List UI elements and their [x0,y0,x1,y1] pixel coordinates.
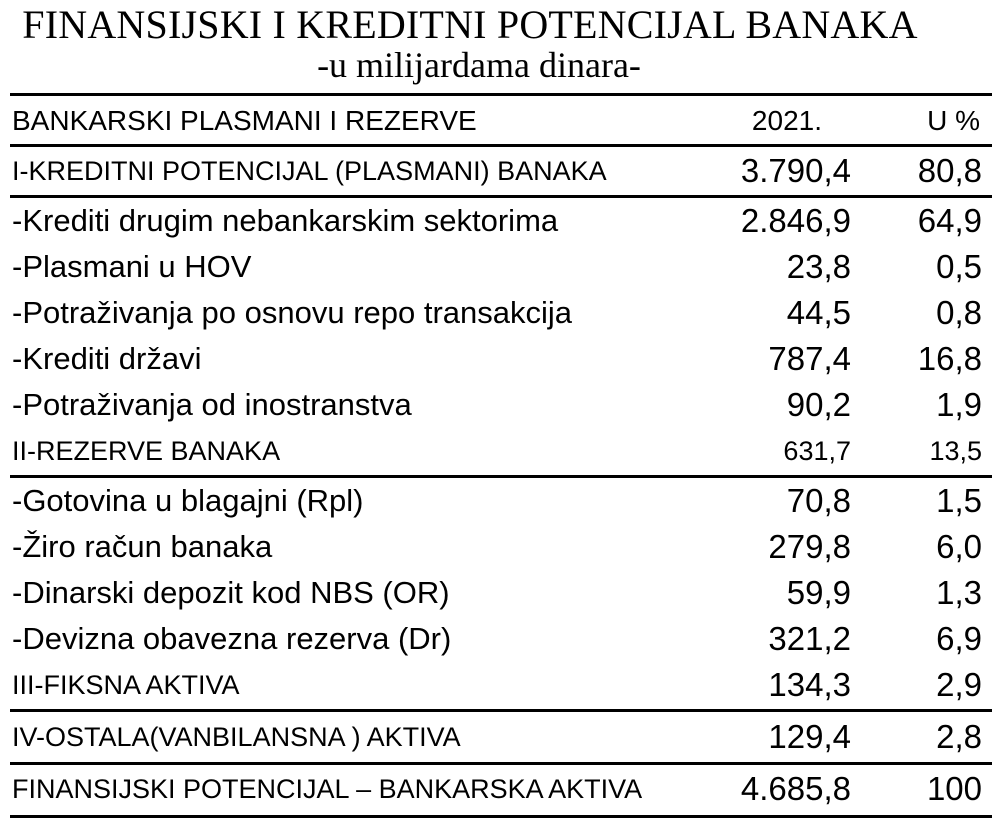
row-percent: 1,5 [936,482,982,519]
table-header [0,98,1004,144]
row-value: 2.846,9 [740,202,851,239]
divider [10,93,992,96]
table-row-total [0,766,1004,812]
row-percent: 6,9 [936,620,982,657]
row-value: 23,8 [786,248,851,285]
row-label: -Gotovina u blagajni (Rpl) [12,483,364,518]
row-label: -Plasmani u HOV [12,249,252,284]
row-value: 279,8 [768,528,851,565]
row-value: 4.685,8 [740,770,851,807]
row-label: I-KREDITNI POTENCIJAL (PLASMANI) BANAKA [12,156,607,186]
table-row [0,524,1004,570]
row-value: 631,7 [783,436,851,466]
divider [10,709,992,712]
row-label: -Potraživanja od inostranstva [12,387,412,422]
table-row [0,570,1004,616]
row-label: FINANSIJSKI POTENCIJAL – BANKARSKA AKTIVA [12,774,643,804]
header-label: BANKARSKI PLASMANI I REZERVE [12,105,477,136]
row-percent: 64,9 [917,202,982,239]
row-label: IV-OSTALA(VANBILANSNA ) AKTIVA [12,722,461,752]
table-row [0,428,1004,474]
header-percent: U % [927,105,980,136]
row-value: 129,4 [768,718,851,755]
row-value: 70,8 [786,482,851,519]
row-value: 134,3 [768,666,851,703]
row-percent: 16,8 [917,340,982,377]
row-percent: 1,3 [936,574,982,611]
row-value: 44,5 [786,294,851,331]
table-row [0,714,1004,760]
header-year: 2021. [751,105,822,136]
row-percent: 0,8 [936,294,982,331]
row-label: -Krediti drugim nebankarskim sektorima [12,203,559,238]
table-row [0,290,1004,336]
row-label: -Žiro račun banaka [12,529,273,564]
row-label: -Krediti državi [12,341,202,376]
row-percent: 80,8 [917,152,982,189]
row-value: 3.790,4 [740,152,851,189]
table-row [0,148,1004,194]
table-row [0,336,1004,382]
row-label: II-REZERVE BANAKA [12,436,281,466]
row-percent: 6,0 [936,528,982,565]
table-row [0,198,1004,244]
divider [10,815,992,818]
table-row [0,478,1004,524]
table-subtitle: -u milijardama dinara- [317,45,641,85]
row-label: -Potraživanja po osnovu repo transakcija [12,295,573,330]
row-value: 90,2 [786,386,851,423]
divider [10,762,992,765]
table-row [0,244,1004,290]
table-title: FINANSIJSKI I KREDITNI POTENCIJAL BANAKA [22,2,918,47]
row-percent: 2,9 [936,666,982,703]
row-percent: 13,5 [929,436,982,466]
row-label: -Devizna obavezna rezerva (Dr) [12,621,452,656]
row-percent: 1,9 [936,386,982,423]
row-percent: 100 [926,770,982,807]
table-row [0,662,1004,708]
row-percent: 2,8 [936,718,982,755]
divider [10,144,992,147]
table-row [0,382,1004,428]
row-label: -Dinarski depozit kod NBS (OR) [12,575,450,610]
row-value: 321,2 [768,620,851,657]
row-label: III-FIKSNA AKTIVA [12,670,240,700]
row-value: 59,9 [786,574,851,611]
row-value: 787,4 [768,340,851,377]
table-row [0,616,1004,662]
row-percent: 0,5 [936,248,982,285]
